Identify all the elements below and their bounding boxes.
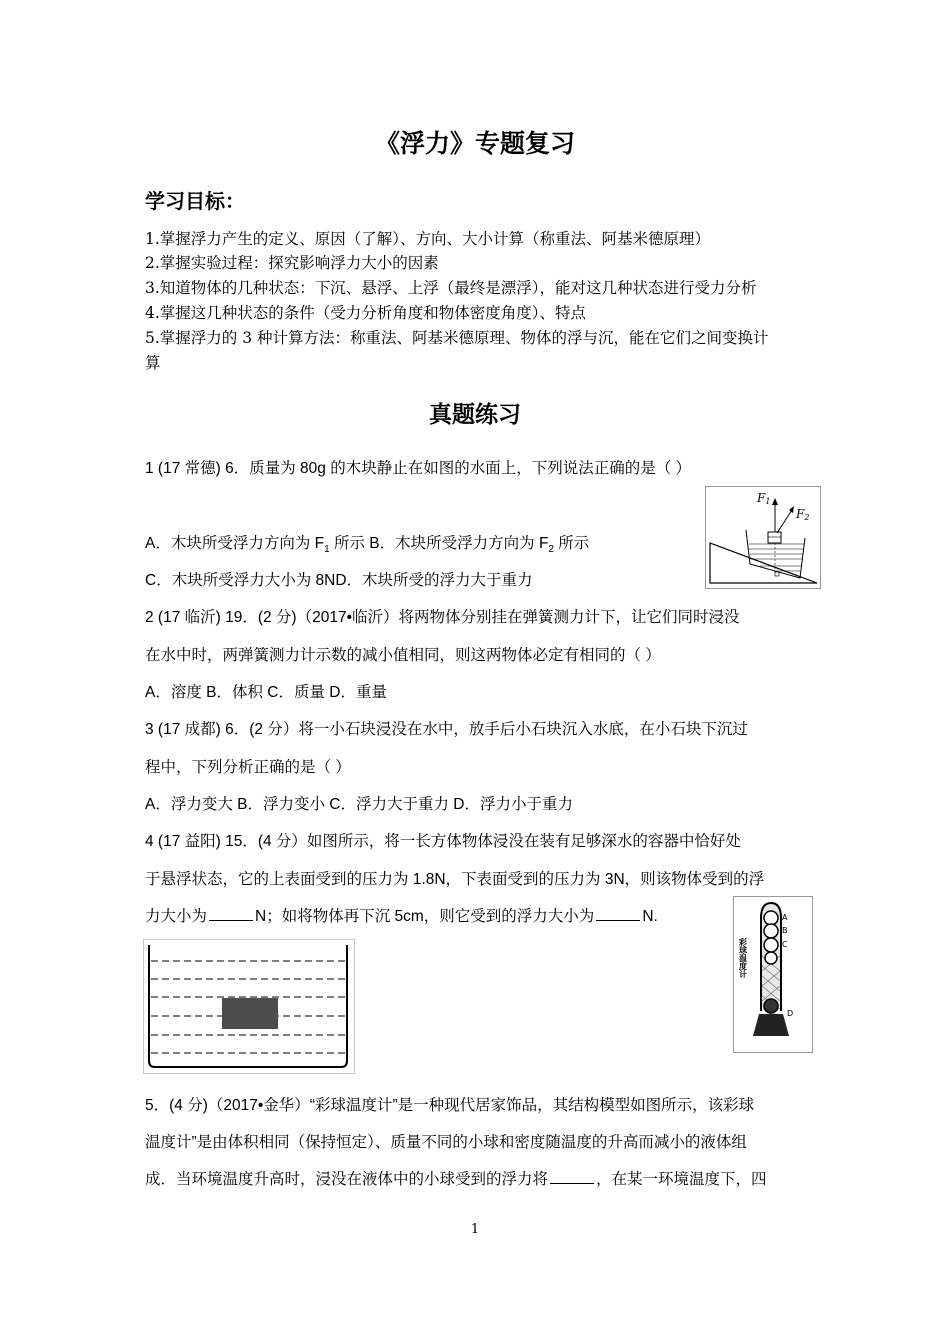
answer-blank[interactable] [209, 906, 253, 921]
ball-label-a: A [782, 913, 788, 922]
q1-figure-incline [705, 486, 821, 589]
q4-line1: 4 (17 益阳) 15．(4 分）如图所示，将一长方体物体浸没在装有足够深水的容器中恰好处 [145, 833, 741, 850]
objective-item: 3.知道物体的几种状态：下沉、悬浮、上浮（最终是漂浮），能对这几种状态进行受力分析 [145, 279, 757, 297]
cuboid-object [222, 998, 278, 1029]
q5-line2: 温度计”是由体积相同（保持恒定）、质量不同的小球和密度随温度的升高而减小的液体组 [145, 1134, 747, 1151]
objective-item: 4.掌握这几种状态的条件（受力分析角度和物体密度角度）、特点 [145, 304, 587, 322]
q1-options-cd: C．木块所受浮力大小为 8ND．木块所受的浮力大于重力 [145, 572, 533, 589]
ball-label-c: C [782, 940, 788, 949]
q1-stem: 1 (17 常德) 6．质量为 80g 的木块静止在如图的水面上，下列说法正确的是（ ） [145, 460, 692, 477]
q3-line2: 程中，下列分析正确的是（ ） [145, 759, 351, 776]
q5-figure-thermometer [733, 896, 813, 1053]
q5-line1: 5．(4 分)（2017•金华）“彩球温度计”是一种现代居家饰品，其结构模型如图所示，该彩球 [145, 1097, 755, 1114]
objective-item: 算 [145, 354, 161, 372]
q4-figure-container [143, 939, 355, 1074]
page-title: 《浮力》专题复习 [374, 129, 575, 158]
q5-line3: 成．当环境温度升高时，浸没在液体中的小球受到的浮力将 ，在某一环境温度下，四 [145, 1171, 767, 1188]
ball-label-d: D [787, 1009, 794, 1018]
q3-line1: 3 (17 成都) 6．(2 分）将一小石块浸没在水中，放手后小石块沉入水底，在小石块下沉过 [145, 721, 748, 738]
answer-blank[interactable] [596, 906, 640, 921]
q3-options: A．浮力变大 B．浮力变小 C．浮力大于重力 D．浮力小于重力 [145, 796, 573, 813]
objectives-heading: 学习目标： [145, 189, 245, 213]
objective-item: 2.掌握实验过程：探究影响浮力大小的因素 [145, 254, 439, 272]
q4-line2: 于悬浮状态，它的上表面受到的压力为 1.8N，下表面受到的压力为 3N，则该物体受到的浮 [145, 871, 765, 888]
q1-options-ab: A．木块所受浮力方向为 $F_1$ 所示 B．木块所受浮力方向为 $F_2$ 所示 [145, 535, 590, 556]
f1-label: F1 [757, 491, 771, 506]
q2-line1: 2 (17 临沂) 19．(2 分)（2017•临沂）将两物体分别挂在弹簧测力计下，让它们同时浸没 [145, 609, 740, 626]
f2-label: F2 [796, 507, 810, 522]
practice-heading: 真题练习 [429, 401, 521, 428]
q2-options: A．溶度 B．体积 C．质量 D．重量 [145, 684, 387, 701]
objective-item: 5.掌握浮力的 3 种计算方法：称重法、阿基米德原理、物体的浮与沉，能在它们之间变换计 [145, 329, 769, 347]
objective-item: 1.掌握浮力产生的定义、原因（了解）、方向、大小计算（称重法、阿基米德原理） [145, 230, 711, 248]
q2-line2: 在水中时，两弹簧测力计示数的减小值相同，则这两物体必定有相同的（ ） [145, 647, 661, 664]
q4-line3: 力大小为 N；如将物体再下沉 5cm，则它受到的浮力大小为 N. [145, 908, 658, 925]
thermometer-label: 彩球温度计 [738, 938, 748, 978]
answer-blank[interactable] [550, 1169, 594, 1184]
page-number: 1 [470, 1222, 480, 1237]
ball-label-b: B [782, 926, 788, 935]
